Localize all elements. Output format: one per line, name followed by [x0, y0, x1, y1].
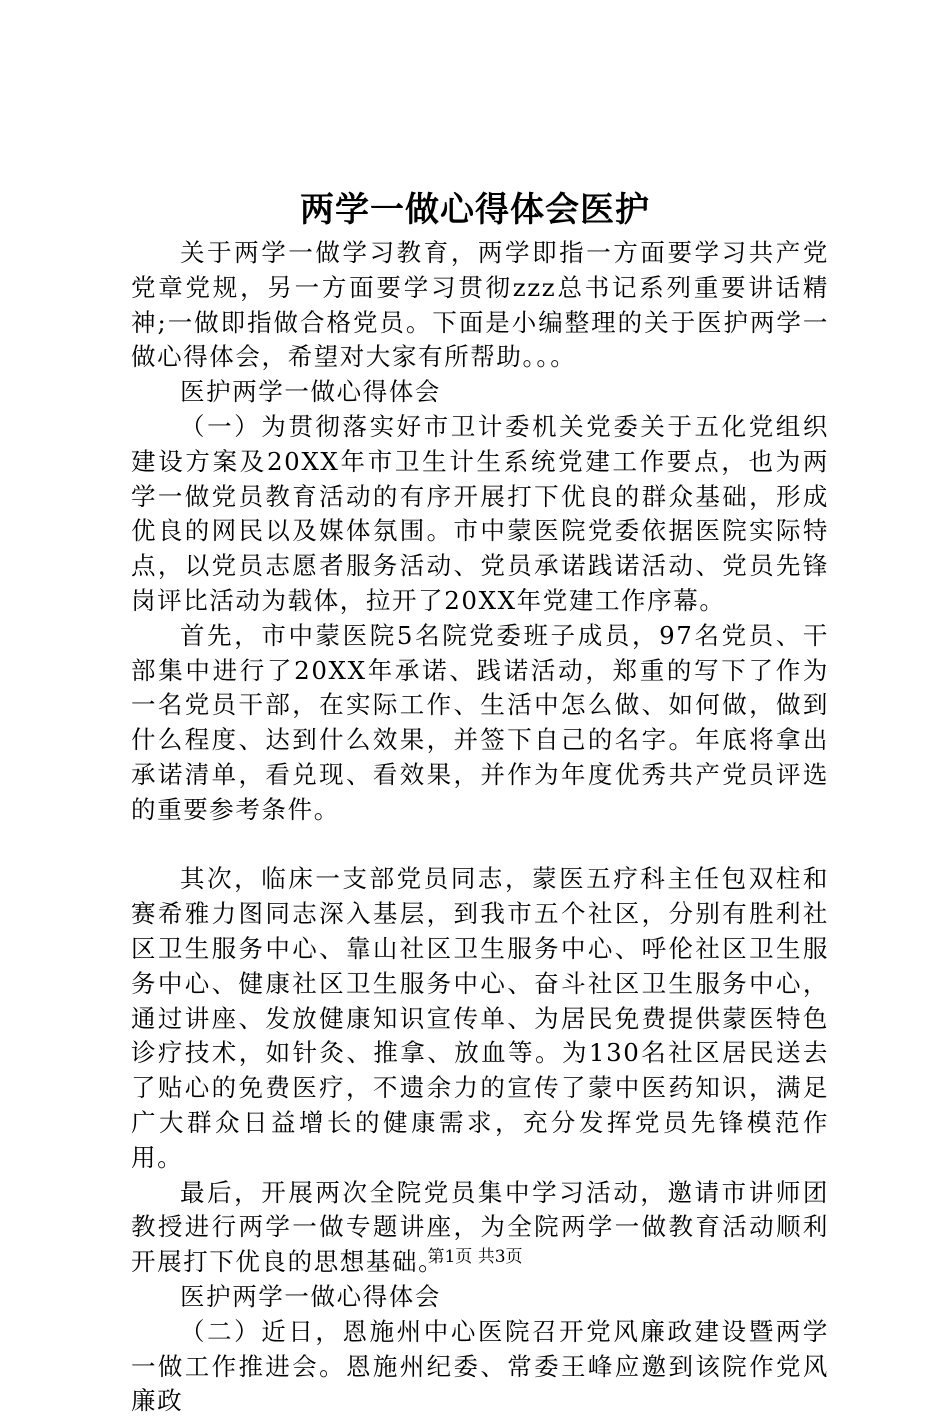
section-heading: 医护两学一做心得体会 [180, 377, 441, 407]
page-number: 第1页 共3页 [427, 1247, 523, 1267]
body-paragraph: 其次，临床一支部党员同志，蒙医五疗科主任包双柱和赛希雅力图同志深入基层，到我市五个社区，分别有胜利社区卫生服务中心、靠山社区卫生服务中心、呼伦社区卫生服务中心、健康社区卫生服务中心、奋斗社区卫生服务中心，通过讲座、发放健康知识宣传单、为居民免费提供蒙医特色诊疗技术，如针灸、推拿、放血等。为130名社区居民送去了贴心的免费医疗，不遗余力的宣传了蒙中医药知识，满足广大群众日益增长的健康需求，充分发挥党员先锋模范作用。 [131, 864, 829, 1172]
document-body [131, 236, 829, 1419]
document-title: 两学一做心得体会医护 [300, 190, 650, 230]
body-paragraph: 首先，市中蒙医院5名院党委班子成员，97名党员、干部集中进行了20XX年承诺、践诺活动，郑重的写下了作为一名党员干部，在实际工作、生活中怎么做、如何做，做到什么程度、达到什么效果，并签下自己的名字。年底将拿出承诺清单，看兑现、看效果，并作为年度优秀共产党员评选的重要参考条件。 [131, 620, 829, 824]
section-heading: 医护两学一做心得体会 [180, 1281, 441, 1311]
intro-paragraph: 关于两学一做学习教育，两学即指一方面要学习共产党党章党规，另一方面要学习贯彻zzz总书记系列重要讲话精神;一做即指做合格党员。下面是小编整理的关于医护两学一做心得体会，希望对大家有所帮助。。。 [131, 238, 829, 372]
body-paragraph: （一）为贯彻落实好市卫计委机关党委关于五化党组织建设方案及20XX年市卫生计生系统党建工作要点，也为两学一做党员教育活动的有序开展打下优良的群众基础，形成优良的网民以及媒体氛围。市中蒙医院党委依据医院实际特点，以党员志愿者服务活动、党员承诺践诺活动、党员先锋岗评比活动为载体，拉开了20XX年党建工作序幕。 [131, 411, 829, 615]
body-paragraph: 最后，开展两次全院党员集中学习活动，邀请市讲师团教授进行两学一做专题讲座，为全院两学一做教育活动顺利开展打下优良的思想基础。 [131, 1177, 829, 1277]
body-paragraph: （二）近日，恩施州中心医院召开党风廉政建设暨两学一做工作推进会。恩施州纪委、常委王峰应邀到该院作党风廉政 [131, 1316, 829, 1416]
